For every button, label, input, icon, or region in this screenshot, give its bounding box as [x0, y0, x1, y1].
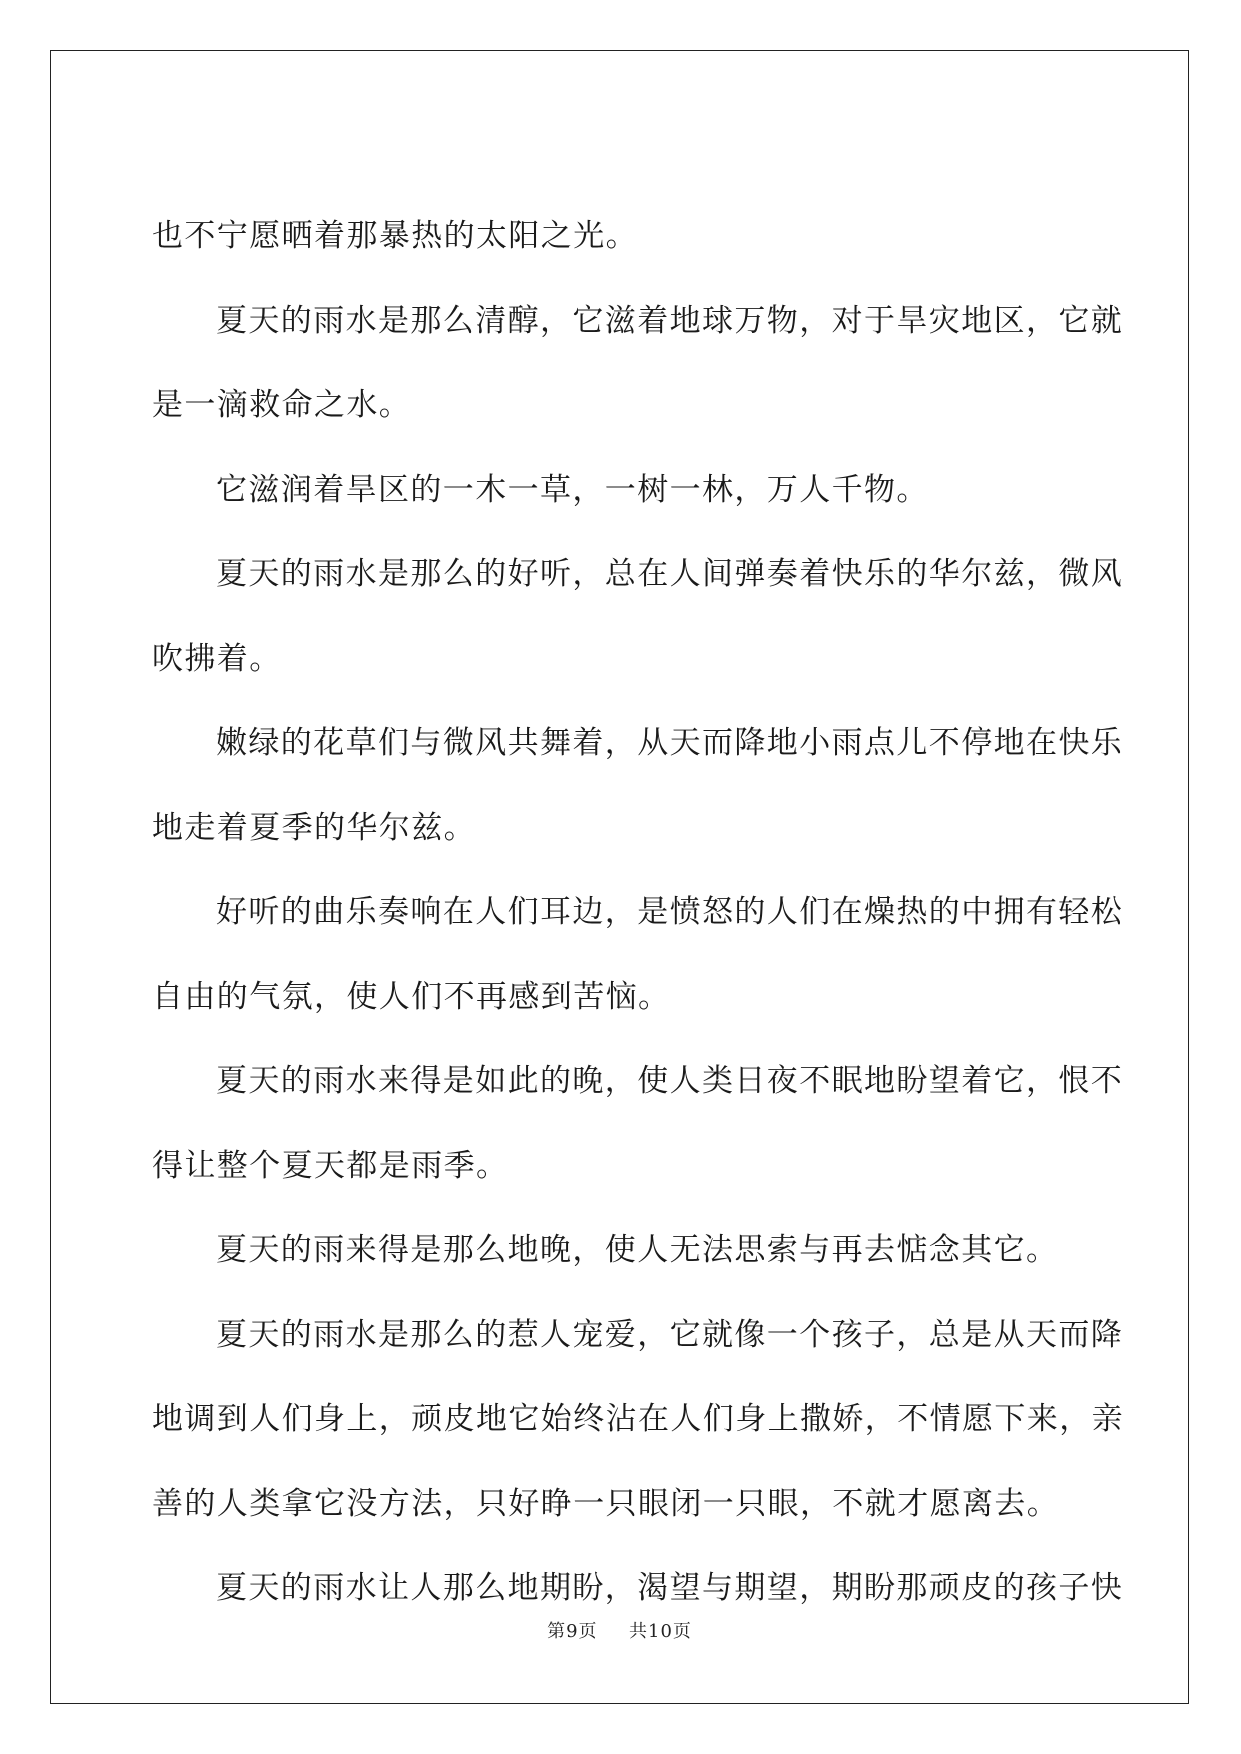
- text-line: 它滋润着旱区的一木一草，一树一林，万人千物。: [216, 471, 929, 508]
- text-line: 善的人类拿它没方法，只好睁一只眼闭一只眼，不就才愿离去。: [152, 1485, 1060, 1522]
- text-line: 夏天的雨水是那么的惹人宠爱，它就像一个孩子，总是从天而降: [216, 1316, 1124, 1353]
- text-line: 夏天的雨水是那么的好听，总在人间弹奏着快乐的华尔兹，微风: [216, 556, 1124, 592]
- text-line: 夏天的雨来得是那么地晚，使人无法思索与再去惦念其它。: [216, 1232, 1059, 1268]
- text-line: 得让整个夏天都是雨季。: [152, 1147, 509, 1184]
- text-line: 嫩绿的花草们与微风共舞着，从天而降地小雨点儿不停地在快乐: [216, 725, 1124, 761]
- page-number: 第9页: [547, 1621, 598, 1642]
- text-line: 地走着夏季的华尔兹。: [152, 809, 476, 846]
- document-page: [50, 50, 1189, 1704]
- page-footer: [51, 1617, 1188, 1643]
- text-line: 地调到人们身上，顽皮地它始终沾在人们身上撒娇，不情愿下来，亲: [152, 1401, 1124, 1437]
- text-line: 吹拂着。: [152, 640, 282, 677]
- text-line: 夏天的雨水是那么清醇，它滋着地球万物，对于旱灾地区，它就: [216, 302, 1124, 339]
- text-line: 好听的曲乐奏响在人们耳边，是愤怒的人们在燥热的中拥有轻松: [216, 894, 1124, 930]
- text-line: 自由的气氛，使人们不再感到苦恼。: [152, 978, 671, 1015]
- text-line: 也不宁愿晒着那暴热的太阳之光。: [152, 218, 638, 254]
- text-line: 夏天的雨水来得是如此的晚，使人类日夜不眠地盼望着它，恨不: [216, 1063, 1124, 1099]
- text-line: 是一滴救命之水。: [152, 387, 412, 423]
- page-total: 共10页: [629, 1621, 692, 1642]
- text-line: 夏天的雨水让人那么地期盼，渴望与期望，期盼那顽皮的孩子快: [216, 1570, 1124, 1606]
- document-body: [152, 194, 1124, 1631]
